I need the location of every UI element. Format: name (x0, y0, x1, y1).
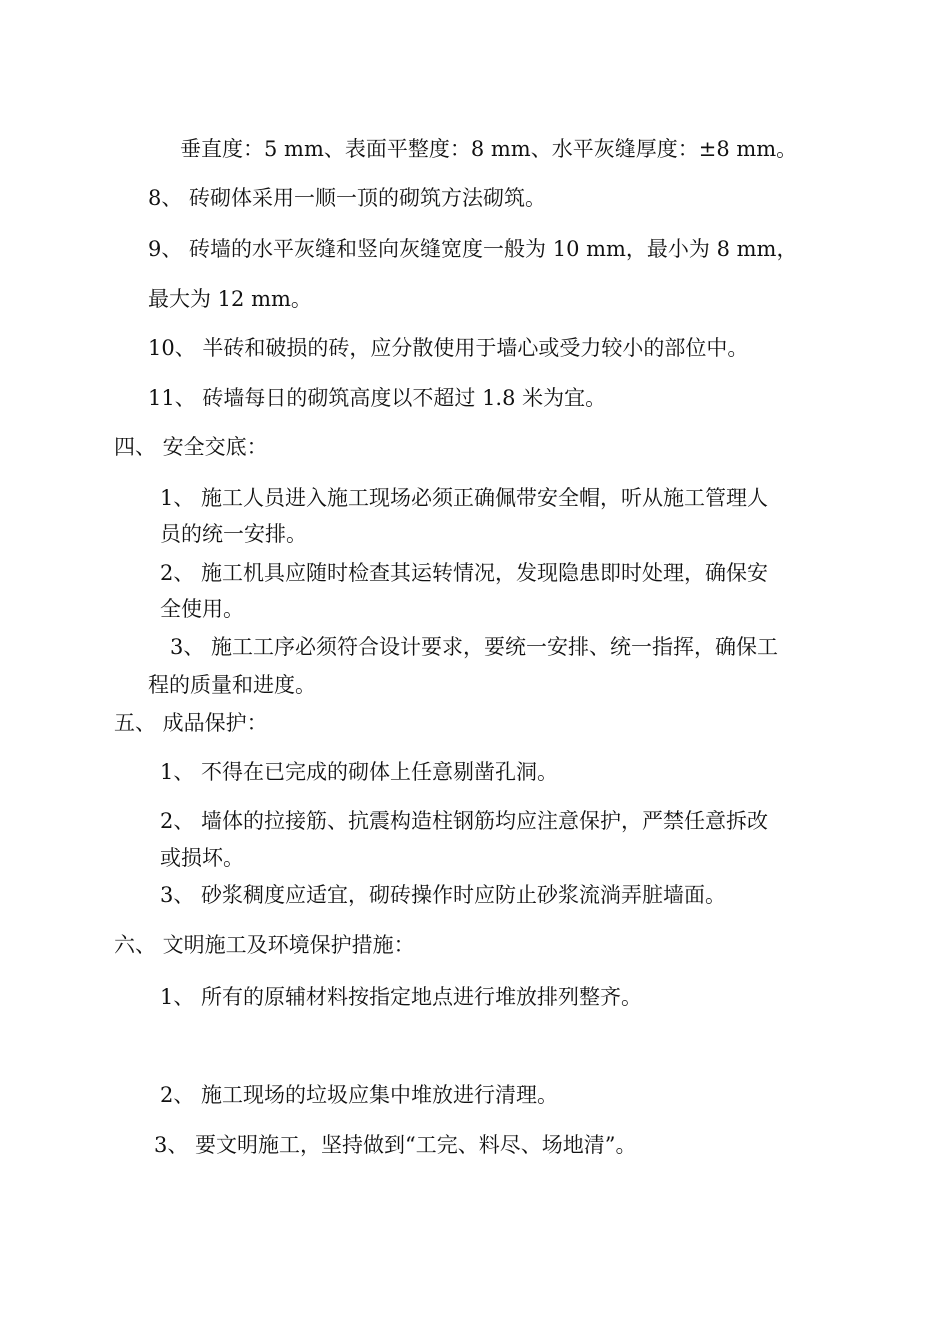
civilized-item-2: 2、 施工现场的垃圾应集中堆放进行清理。 (160, 1083, 559, 1107)
safety-item-3-line-2: 程的质量和进度。 (148, 673, 316, 697)
list-item-9-line-2: 最大为 12 mm。 (148, 287, 312, 311)
safety-item-1-line-2: 员的统一安排。 (160, 522, 307, 546)
section-heading-protection: 五、 成品保护： (114, 711, 268, 735)
civilized-item-1: 1、 所有的原辅材料按指定地点进行堆放排列整齐。 (160, 985, 643, 1009)
protection-item-2-line-2: 或损坏。 (160, 846, 244, 870)
protection-item-1: 1、 不得在已完成的砌体上任意剔凿孔洞。 (160, 760, 559, 784)
protection-item-3: 3、 砂浆稠度应适宜，砌砖操作时应防止砂浆流淌弄脏墙面。 (160, 883, 727, 907)
safety-item-1-line-1: 1、 施工人员进入施工现场必须正确佩带安全帽，听从施工管理人 (160, 486, 769, 510)
protection-item-2-line-1: 2、 墙体的拉接筋、抗震构造柱钢筋均应注意保护，严禁任意拆改 (160, 809, 769, 833)
list-item-11: 11、 砖墙每日的砌筑高度以不超过 1.8 米为宜。 (148, 386, 607, 410)
safety-item-2-line-2: 全使用。 (160, 597, 244, 621)
safety-item-2-line-1: 2、 施工机具应随时检查其运转情况，发现隐患即时处理，确保安 (160, 561, 769, 585)
section-heading-civilized: 六、 文明施工及环境保护措施： (114, 933, 415, 957)
list-item-8: 8、 砖砌体采用一顺一顶的砌筑方法砌筑。 (148, 186, 547, 210)
list-item-10: 10、 半砖和破损的砖，应分散使用于墙心或受力较小的部位中。 (148, 336, 749, 360)
section-heading-safety: 四、 安全交底： (114, 435, 268, 459)
safety-item-3-line-1: 3、 施工工序必须符合设计要求，要统一安排、统一指挥，确保工 (170, 635, 779, 659)
list-item-9-line-1: 9、 砖墙的水平灰缝和竖向灰缝宽度一般为 10 mm，最小为 8 mm， (148, 237, 798, 261)
civilized-item-3: 3、 要文明施工，坚持做到“工完、料尽、场地清”。 (154, 1133, 637, 1157)
tolerance-line: 垂直度：5 mm、表面平整度：8 mm、水平灰缝厚度：±8 mm。 (180, 137, 798, 161)
